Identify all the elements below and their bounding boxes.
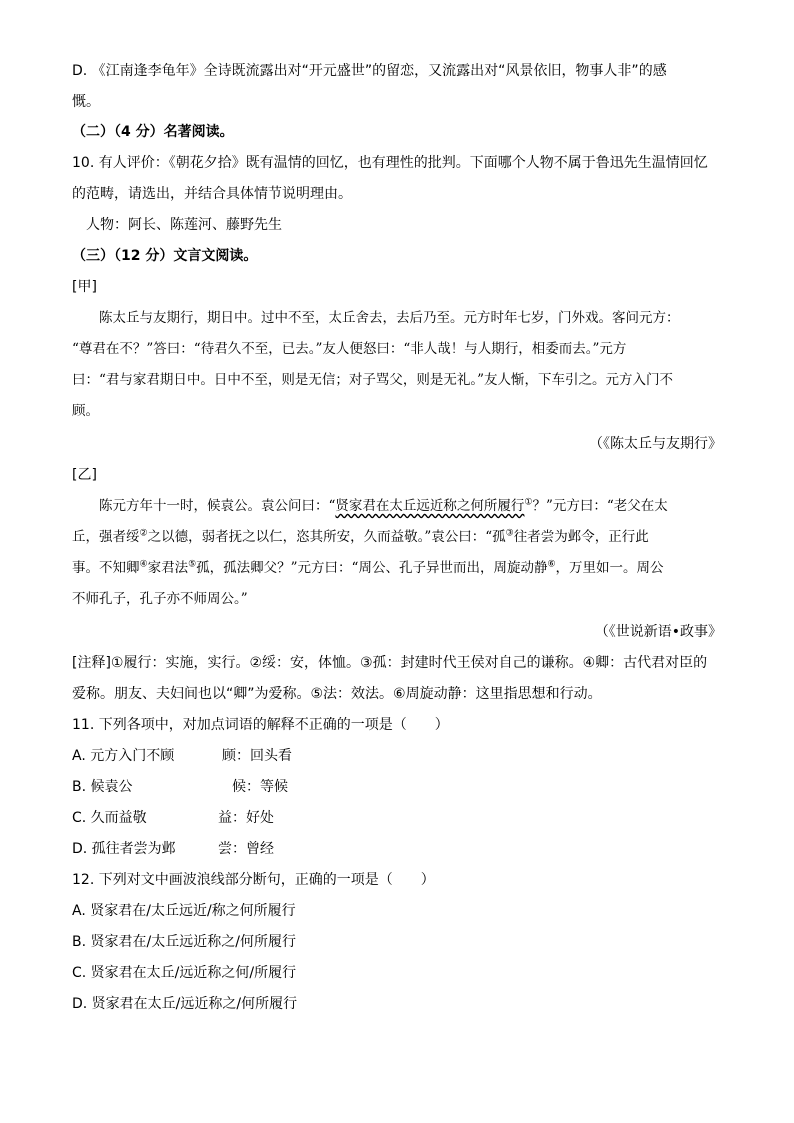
passage-jia-line: 顾。 <box>72 403 99 419</box>
footnote-marker: ③ <box>505 528 514 539</box>
text: 往者尝为邺令，正行此 <box>513 529 649 545</box>
q11-option-b <box>72 772 722 803</box>
q10-stem-line2: 的范畴，请选出，并结合具体情节说明理由。 <box>72 186 352 202</box>
passage-jia-source: （《陈太丘与友期行》 <box>589 436 722 452</box>
q11-option-a <box>72 741 722 772</box>
q12-stem: 12. 下列对文中画波浪线部分断句，正确的一项是（ ） <box>72 872 435 888</box>
option-text: D. 孤往者尝为邺 <box>72 841 176 857</box>
passage-jia-line: “尊君在不？”答曰：“待君久不至，已去。”友人便怒曰：“非人哉！与人期行，相委而去。”元方 <box>72 341 627 357</box>
option-explanation: 益：好处 <box>218 810 274 826</box>
text: ？”元方曰：“老父在太 <box>532 498 668 514</box>
passage-jia-line: 陈太丘与友期行，期日中。过中不至，太丘舍去，去后乃至。元方时年七岁，门外戏。客问元方： <box>99 310 680 326</box>
footnote-marker: ④ <box>139 559 148 570</box>
q9-option-d-line1: D. 《江南逢李龟年》全诗既流露出对“开元盛世”的留恋，又流露出对“风景依旧，物事人非”的感 <box>72 63 667 79</box>
footnote-marker: ① <box>524 497 533 508</box>
passage-yi-line <box>72 491 722 522</box>
passage-jia-label: [甲] <box>72 279 97 295</box>
annotation-line2: 爱称。朋友、夫妇间也以“卿”为爱称。⑤法：效法。⑥周旋动静：这里指思想和行动。 <box>72 686 602 702</box>
option-text: B. 候袁公 <box>72 779 133 795</box>
section2-heading: （二）（4 分）名著阅读。 <box>72 124 234 140</box>
q12-option-d: D. 贤家君在太丘/远近称之/何所履行 <box>72 996 298 1012</box>
text: 事。不知卿 <box>72 560 140 576</box>
option-explanation: 尝：曾经 <box>218 841 274 857</box>
passage-yi-line <box>72 553 722 584</box>
option-explanation: 候：等候 <box>232 779 288 795</box>
annotation-line1: [注释]①履行：实施，实行。②绥：安，体恤。③孤：封建时代王侯对自己的谦称。④卿：古代君对臣的 <box>72 655 708 671</box>
text: 之以德，弱者抚之以仁，恣其所安，久而益敬。”袁公曰：“孤 <box>147 529 506 545</box>
text: 丘，强者绥 <box>72 529 140 545</box>
passage-yi <box>72 491 722 615</box>
option-explanation: 顾：回头看 <box>222 748 292 764</box>
q12-option-b: B. 贤家君在/太丘远近称之/何所履行 <box>72 934 296 950</box>
wavy-underlined-phrase: 贤家君在太丘远近称之何所履行 <box>335 498 525 514</box>
option-text: C. 久而益敬 <box>72 810 147 826</box>
q11-option-c <box>72 803 722 834</box>
footnote-marker: ⑤ <box>188 559 197 570</box>
text: 家君法 <box>147 560 189 576</box>
passage-yi-line <box>72 522 722 553</box>
option-text: A. 元方入门不顾 <box>72 748 175 764</box>
text: 陈元方年十一时，候袁公。袁公问曰：“ <box>99 498 336 514</box>
passage-jia <box>72 303 722 427</box>
footnote-marker: ⑥ <box>547 559 556 570</box>
passage-jia-line: 曰：“君与家君期日中。日中不至，则是无信；对子骂父，则是无礼。”友人惭，下车引之。元方入门不 <box>72 372 674 388</box>
document-page <box>72 60 722 1020</box>
q12-option-a: A. 贤家君在/太丘远近/称之何所履行 <box>72 903 296 919</box>
footnote-marker: ② <box>139 528 148 539</box>
passage-yi-source: （《世说新语•政事》 <box>594 624 722 640</box>
q10-stem-line1: 10. 有人评价：《朝花夕拾》既有温情的回忆，也有理性的批判。下面哪个人物不属于鲁迅先生温情回忆 <box>72 155 708 171</box>
section3-heading: （三）（12 分）文言文阅读。 <box>72 248 258 264</box>
text: 孤，孤法卿父？”元方曰：“周公、孔子异世而出，周旋动静 <box>196 560 548 576</box>
spacer <box>72 82 722 91</box>
q11-option-d <box>72 834 722 865</box>
passage-yi-line: 不师孔子，孔子亦不师周公。” <box>72 591 248 607</box>
q9-option-d-line2: 慨。 <box>72 94 100 110</box>
passage-yi-label: [乙] <box>72 467 97 483</box>
q11-stem: 11. 下列各项中，对加点词语的解释不正确的一项是（ ） <box>72 717 449 733</box>
q12-option-c: C. 贤家君在太丘/远近称之何/所履行 <box>72 965 297 981</box>
q10-people: 人物：阿长、陈莲河、藤野先生 <box>86 217 282 233</box>
text: ，万里如一。周公 <box>555 560 664 576</box>
